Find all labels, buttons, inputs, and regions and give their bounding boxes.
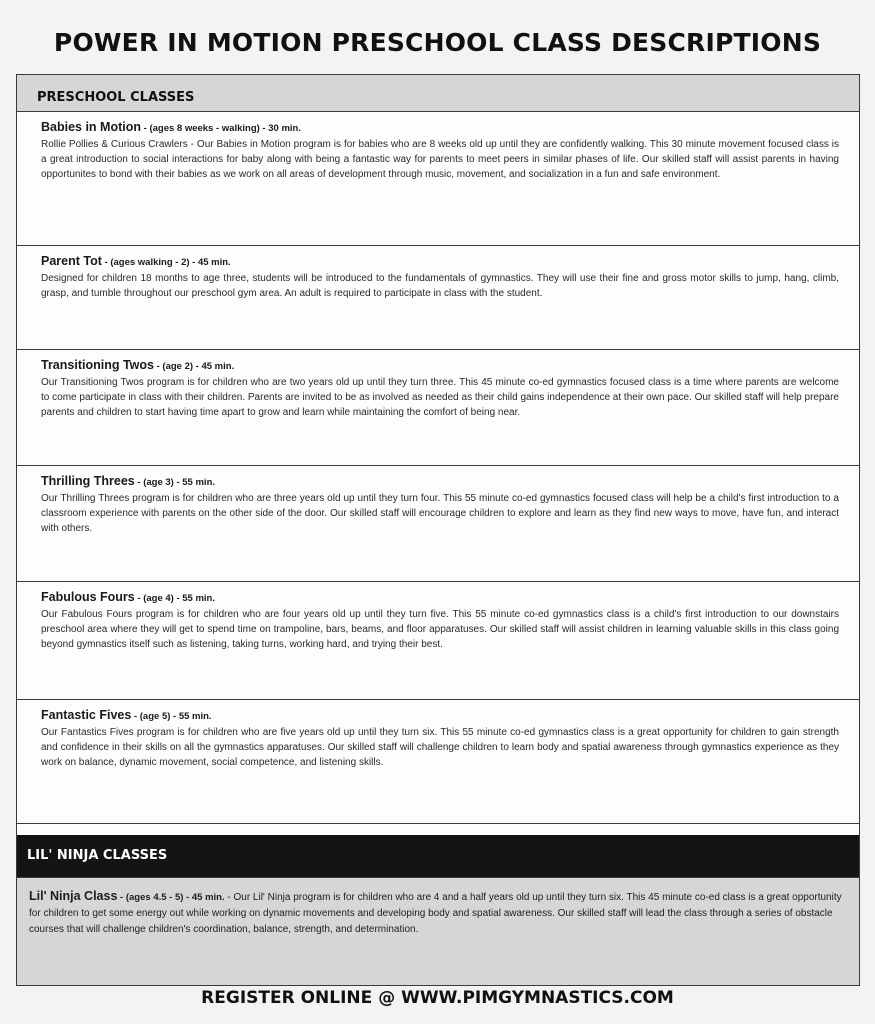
class-card-transitioning-twos	[17, 349, 859, 465]
class-meta: - (age 2) - 45 min.	[153, 361, 235, 372]
class-card-parent-tot	[17, 245, 859, 349]
class-description: Designed for children 18 months to age three, students will be introduced to the fundamentals of gymnastics. They will use their fine and gross motor skills to jump, hang, climb, grasp, and tumble throughout our preschool gym area. An adult is required to participate in class with the student.	[41, 273, 839, 299]
class-card-thrilling-threes	[17, 465, 859, 581]
class-meta: - (age 3) - 55 min.	[134, 477, 216, 488]
class-card-lil-ninja	[17, 877, 859, 946]
class-meta: - (age 4) - 55 min.	[134, 593, 215, 604]
class-description: Our Fantastics Fives program is for children who are five years old up until they turn six. This 55 minute co-ed gymnastics class is a great opportunity for children to gain strength and confidence in their skills on all the gymnastics apparatuses. Our skilled staff will challenge children to learn body and spatial awareness through gymnastics experience as they work on balance, dynamic movement, social competence, and listening skills.	[41, 727, 839, 768]
section-divider	[17, 823, 859, 835]
ninja-classes-header: LIL' NINJA CLASSES	[17, 835, 859, 877]
class-sheet	[16, 74, 860, 986]
class-description: Rollie Pollies & Curious Crawlers - Our Babies in Motion program is for babies who are 8 weeks old up until they are confidently walking. This 30 minute movement focused class is a great introduction to social interactions for baby along with being a fantastic way for parents to meet peers in similar phases of life. Our skilled staff will assist parents in having opportunites to bond with their babies as we work on all areas of development through music, movement, and socialization in a fun and safe environment.	[41, 139, 839, 180]
class-name: Babies in Motion	[41, 120, 141, 134]
preschool-classes-header: PRESCHOOL CLASSES	[37, 90, 195, 105]
class-description: Our Transitioning Twos program is for children who are two years old up until they turn three. This 45 minute co-ed gymnastics focused class is a time where parents are welcome to come participate in class with their children. Parents are invited to be as involved as needed as their child gains independence at their own pace. Our skilled staff will help prepare parents and children to start having time apart to grow and learn while maintaining the comfort of being near.	[41, 377, 839, 418]
class-name: Parent Tot	[41, 254, 102, 268]
class-name: Fabulous Fours	[41, 590, 135, 604]
class-card-fabulous-fours	[17, 581, 859, 699]
class-meta: - (age 5) - 55 min.	[131, 711, 212, 722]
class-name: Thrilling Threes	[41, 474, 135, 488]
register-online-footer: REGISTER ONLINE @ WWW.PIMGYMNASTICS.COM	[201, 988, 674, 1008]
class-description: - Our Lil' Ninja program is for children who are 4 and a half years old up until they turn six. This 45 minute co-ed class is a great opportunity for children to get some energy out while working on dynamic movements and developing body and spatial awareness. Our skilled staff will lead the class through a series of obstacle courses that will challenge children's coordination, balance, strength, and determination.	[29, 892, 842, 935]
class-meta: - (ages 4.5 - 5) - 45 min.	[117, 892, 225, 903]
page-title: POWER IN MOTION PRESCHOOL CLASS DESCRIPTIONS	[53, 28, 822, 57]
class-meta: - (ages 8 weeks - walking) - 30 min.	[141, 123, 301, 134]
class-description: Our Fabulous Fours program is for children who are four years old up until they turn five. This 55 minute co-ed gymnastics class is a child's first introduction to our downstairs preschool area where they will get to spend time on trampoline, bars, beams, and floor apparatuses. Our skilled staff will assist children in learning valuable skills in this class going beyond gymnastics itself such as listening, taking turns, working hard, and trying their best.	[41, 609, 839, 650]
class-name: Transitioning Twos	[41, 358, 154, 372]
class-description: Our Thrilling Threes program is for children who are three years old up until they turn four. This 55 minute co-ed gymnastics focused class will help be a child's first introduction to a classroom experience with parents on the other side of the door. Our skilled staff will encourage children to explore and learn as they find new ways to move, have fun, and interact with others.	[41, 493, 839, 534]
class-card-fantastic-fives	[17, 699, 859, 823]
class-card-babies-in-motion	[17, 111, 859, 245]
class-name: Lil' Ninja Class	[29, 889, 118, 903]
class-meta: - (ages walking - 2) - 45 min.	[101, 257, 231, 268]
class-name: Fantastic Fives	[41, 708, 132, 722]
